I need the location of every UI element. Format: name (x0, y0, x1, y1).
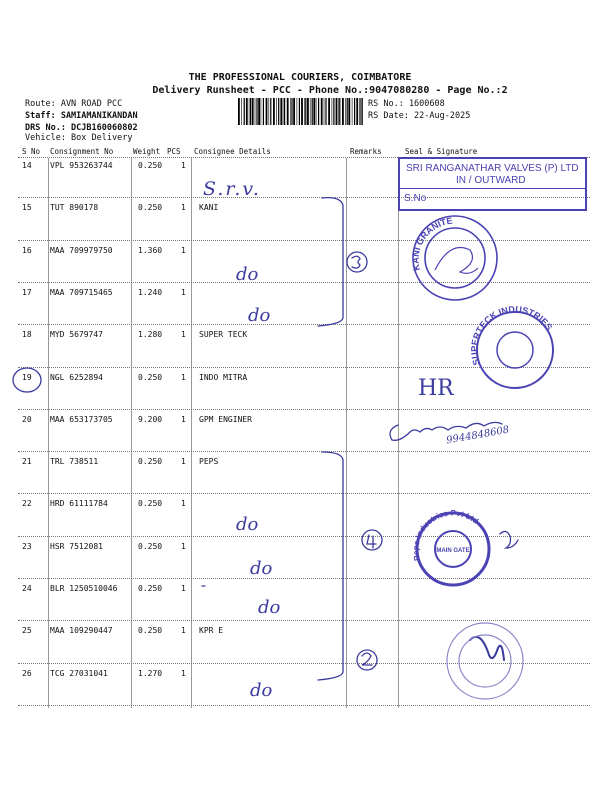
superteck-stamp-text: SUPERTECK INDUSTRIES (469, 304, 555, 367)
row-consignee: KANI (199, 203, 219, 213)
row-pcs: 1 (181, 414, 186, 424)
kani-stamp-text: KANI GRANITE (410, 215, 454, 272)
col-seal: Seal & Signature (405, 147, 478, 156)
col-consignee: Consignee Details (194, 147, 271, 156)
col-remarks: Remarks (350, 147, 382, 156)
row-sno: 26 (22, 668, 32, 678)
superteck-stamp (469, 304, 554, 388)
row-pcs: 1 (181, 203, 186, 213)
row-weight: 0.250 (138, 161, 163, 170)
col-sno: S No (22, 147, 41, 156)
row-consignment: NGL 6252894 (50, 372, 103, 382)
row-consignee: GPM ENGINER (199, 414, 252, 424)
company-title: THE PROFESSIONAL COURIERS, COIMBATORE (188, 72, 412, 83)
row-pcs: 1 (181, 245, 186, 255)
handwritten-ditto: do (250, 558, 273, 579)
row-pcs: 1 (181, 372, 186, 382)
row-pcs: 1 (181, 541, 186, 551)
faint-stamp (447, 623, 523, 699)
row-circle (13, 368, 41, 392)
row-consignment: TCG 27031041 (50, 668, 108, 678)
row-sno: 16 (22, 245, 32, 255)
row-sno: 14 (22, 161, 32, 170)
row-weight: 1.270 (138, 668, 163, 678)
row-weight: 0.250 (138, 203, 163, 213)
handwritten-ditto: do (236, 514, 259, 535)
signature (390, 422, 502, 440)
circled-mark (362, 530, 382, 550)
staff-label: Staff: SAMIAMANIKANDAN (25, 111, 138, 121)
handwritten-hr: HR (418, 376, 454, 401)
row-pcs: 1 (181, 499, 186, 509)
row-sno: 25 (22, 626, 32, 636)
row-weight: 1.240 (138, 287, 163, 297)
row-pcs: 1 (181, 287, 186, 297)
rs-date: RS Date: 22-Aug-2025 (368, 111, 471, 121)
svg-text:KANI GRANITE (411, 216, 454, 272)
row-consignment: HRD 61111784 (50, 499, 108, 509)
col-weight: Weight (133, 147, 161, 156)
row-consignment: HSR 7512081 (50, 541, 103, 551)
row-pcs: 1 (181, 161, 186, 170)
circled-mark (347, 252, 367, 272)
row-weight: 0.250 (138, 541, 163, 551)
col-consignment: Consignment No (50, 147, 114, 156)
row-pcs: 1 (181, 330, 186, 340)
row-weight: 1.280 (138, 330, 163, 340)
row-consignment: BLR 1250510046 (50, 584, 118, 593)
stamp-company: SRI RANGANATHAR VALVES (P) LTD (406, 163, 579, 174)
row-consignment: MAA 653173705 (50, 414, 113, 424)
row-sno: 15 (22, 203, 32, 213)
vehicle-label: Vehicle: Box Delivery (25, 133, 133, 143)
bracket (318, 452, 343, 680)
peps-stamp-text: Peps Industries Pvt Ltd (411, 508, 481, 562)
bracket (318, 198, 343, 326)
row-consignee: PEPS (199, 457, 219, 467)
handwritten-phone: 9944848608 (445, 424, 511, 447)
runsheet-subtitle: Delivery Runsheet - PCC - Phone No.:9047080280 - Page No.:2 (152, 85, 508, 96)
row-consignment: TUT 890178 (50, 203, 99, 213)
row-weight: 0.250 (138, 457, 163, 467)
stamp-sno: S.No (404, 193, 427, 204)
row-consignment: MAA 709715465 (50, 287, 113, 297)
row-weight: 9.200 (138, 414, 163, 424)
row-pcs: 1 (181, 457, 186, 467)
row-consignee: KPR E (199, 626, 224, 636)
row-consignment: VPL 953263744 (50, 161, 113, 170)
row-consignee: INDO MITRA (199, 372, 248, 382)
row-weight: 0.250 (138, 499, 163, 509)
rs-no: RS No.: 1600608 (368, 99, 445, 109)
stamp-inout: IN / OUTWARD (456, 175, 526, 186)
drs-label: DRS No.: DCJB160060802 (25, 123, 138, 133)
row-consignment: MYD 5679747 (50, 330, 103, 340)
handwritten-srv: S.r.v. (203, 178, 261, 200)
peps-stamp (411, 508, 489, 585)
route-label: Route: AVN ROAD PCC (25, 99, 123, 109)
row-weight: 1.360 (138, 245, 163, 255)
row-sno: 17 (22, 287, 32, 297)
row-pcs: 1 (181, 668, 186, 678)
handwritten-ditto: do (258, 597, 281, 618)
row-consignment: TRL 738511 (50, 457, 99, 467)
kani-stamp (411, 216, 497, 300)
row-sno: 21 (22, 457, 32, 467)
row-consignment: MAA 109290447 (50, 626, 113, 636)
row-weight: 0.250 (138, 584, 163, 593)
row-sno: 20 (22, 414, 32, 424)
row-weight: 0.250 (138, 372, 163, 382)
row-consignee: SUPER TECK (199, 330, 248, 340)
row-sno: 18 (22, 330, 32, 340)
row-sno: 24 (22, 584, 32, 593)
row-pcs: 1 (181, 584, 186, 593)
peps-stamp-center: MAIN GATE (436, 548, 470, 554)
row-sno: 23 (22, 541, 32, 551)
handwritten-ditto: do (250, 680, 273, 701)
row-consignment: MAA 709979750 (50, 245, 113, 255)
row-weight: 0.250 (138, 626, 163, 636)
row-sno: 22 (22, 499, 32, 509)
handwritten-ditto: do (236, 264, 259, 285)
handwritten-ditto: do (248, 305, 271, 326)
svg-text:SUPERTECK INDUSTRIES (469, 304, 554, 366)
row-sno: 19 (22, 372, 32, 382)
row-pcs: 1 (181, 626, 186, 636)
col-pcs: PCS (167, 147, 181, 156)
